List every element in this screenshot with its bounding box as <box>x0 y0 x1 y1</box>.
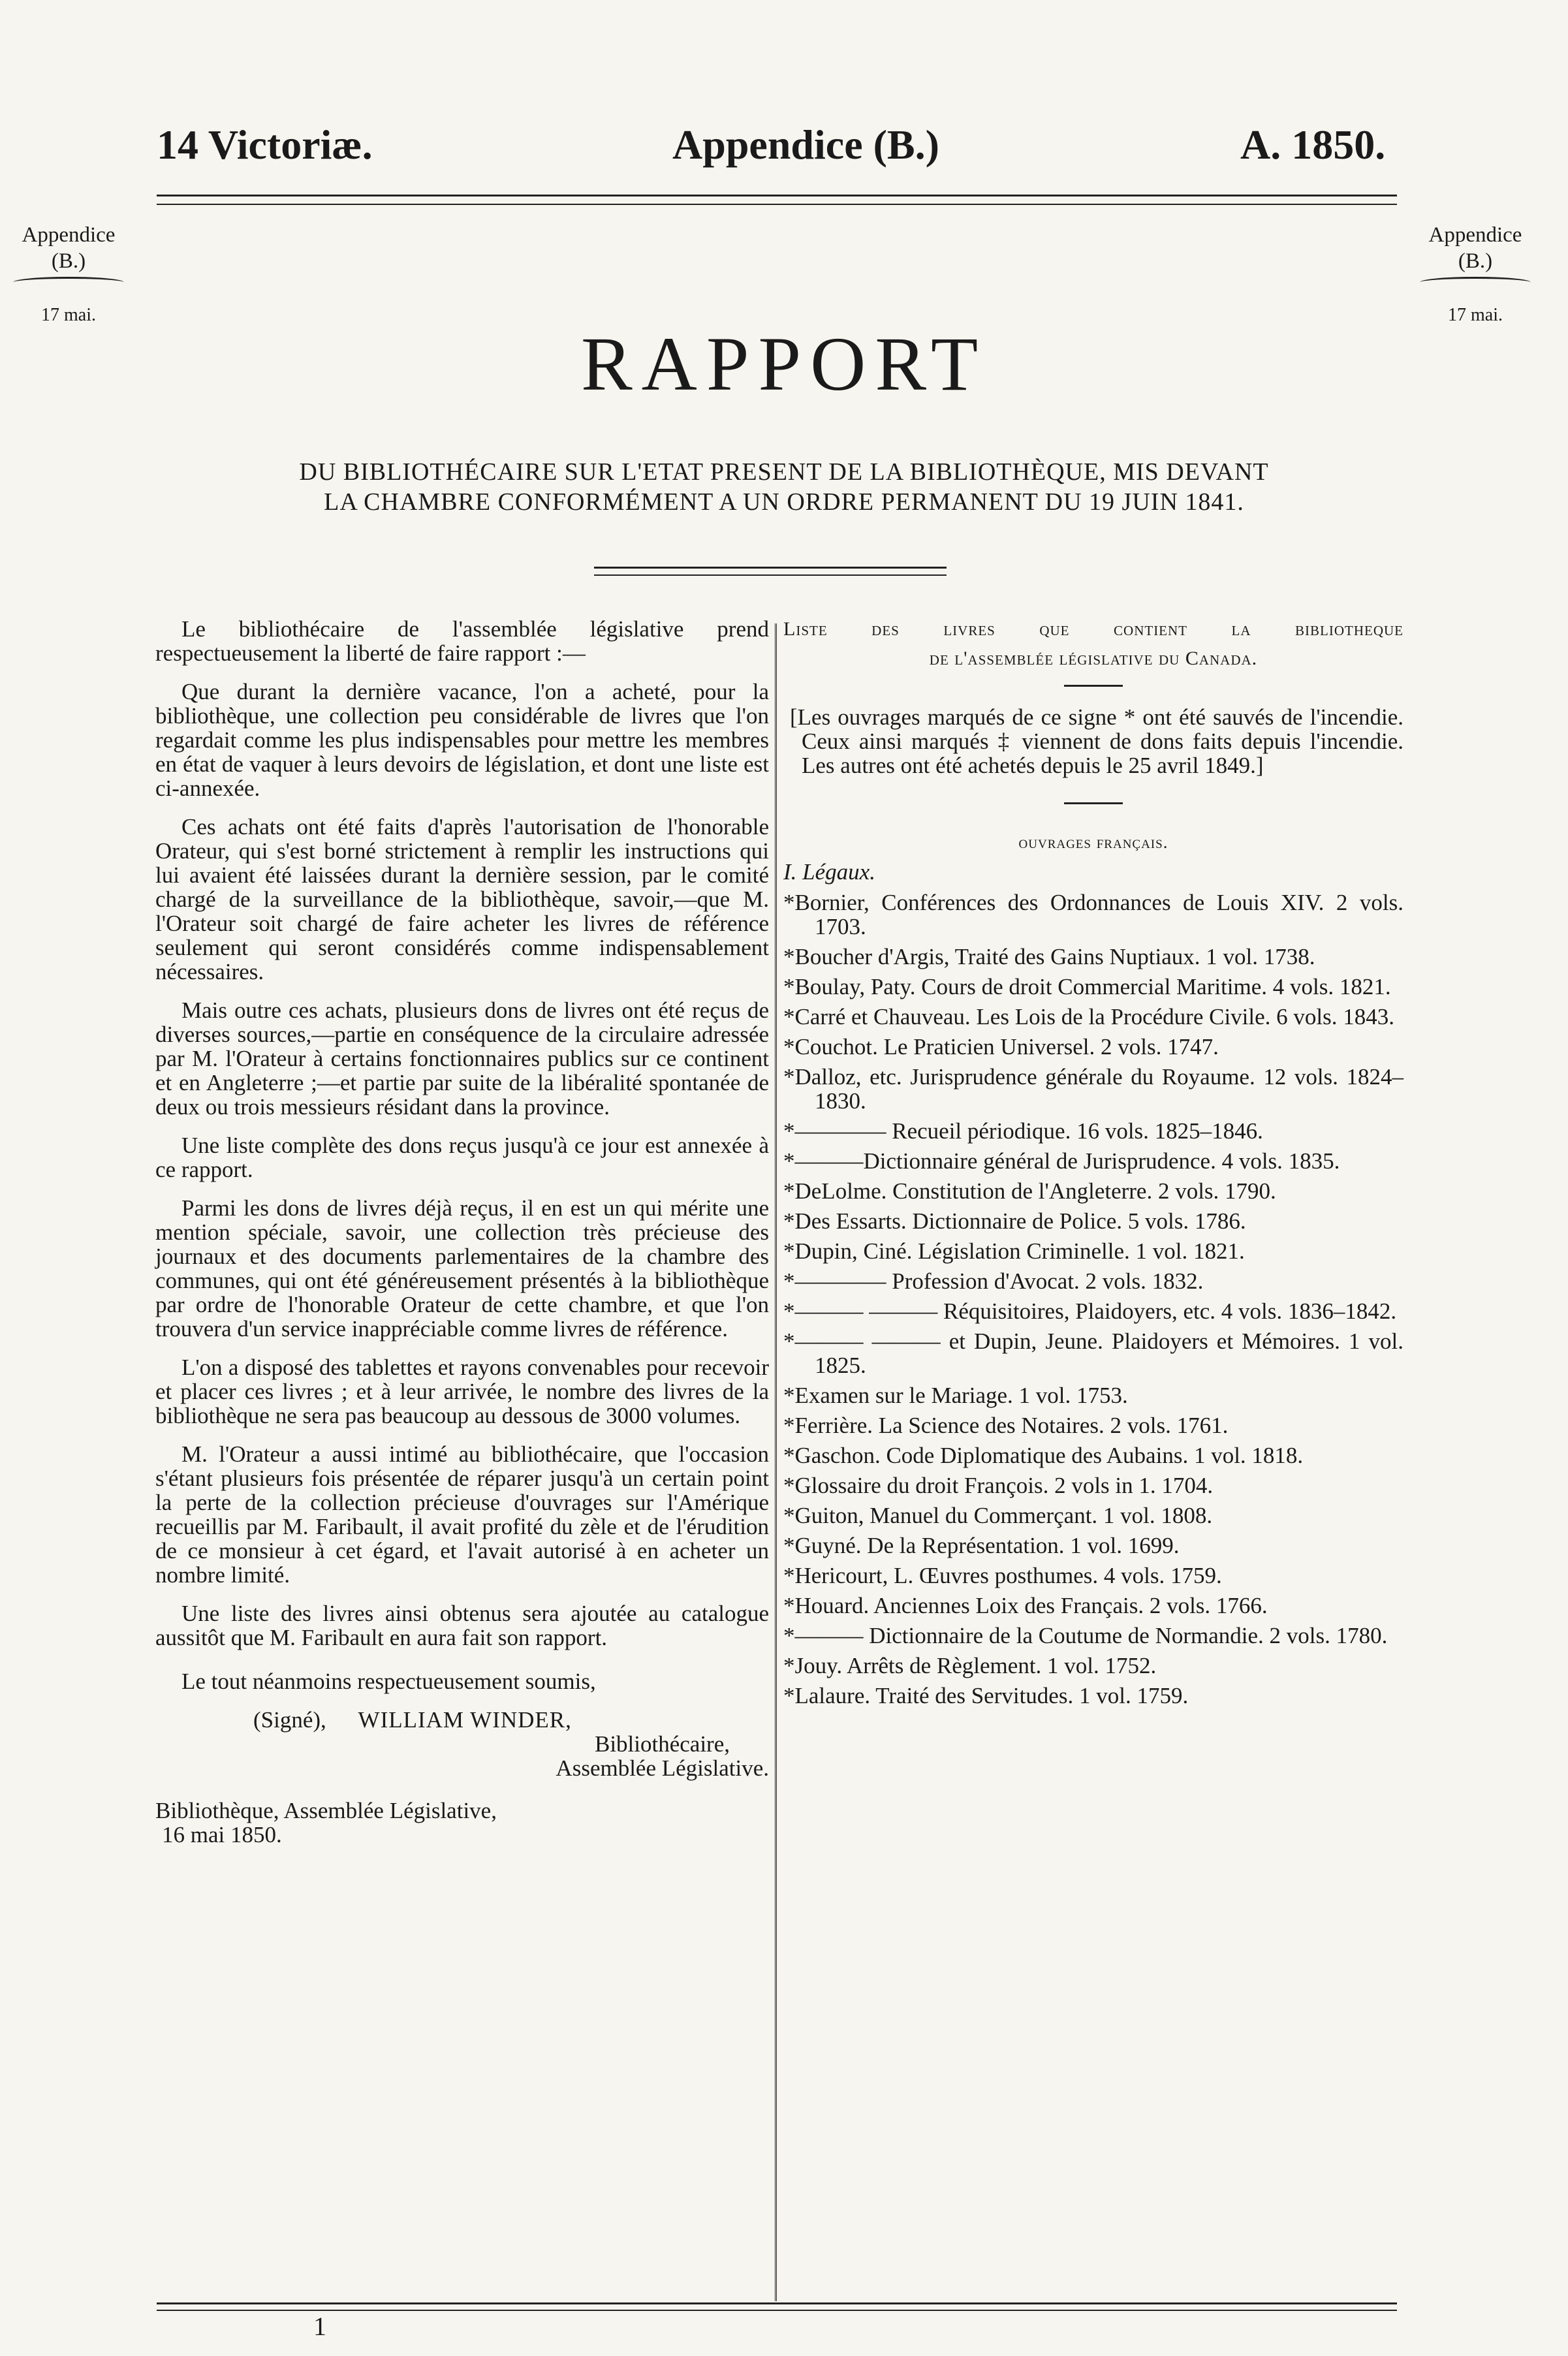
book-entry: *———— Recueil périodique. 16 vols. 1825–1846. <box>783 1118 1263 1144</box>
header-center: Appendice (B.) <box>672 121 939 168</box>
signer-title1: Bibliothécaire, <box>594 1731 730 1757</box>
book-entry: *Des Essarts. Dictionnaire de Police. 5 vols. 1786. <box>783 1208 1246 1234</box>
margin-note-right-line1: Appendice <box>1428 223 1522 247</box>
margin-note-left-line2: (B.) <box>51 249 86 273</box>
section-heading: ouvrages français. <box>1018 832 1168 852</box>
closing-line: Le tout néanmoins respectueusement soumis, <box>181 1669 596 1694</box>
margin-note-left-line1: Appendice <box>22 223 116 247</box>
book-entry: *Jouy. Arrêts de Règlement. 1 vol. 1752. <box>783 1653 1157 1678</box>
book-entry: *Dupin, Ciné. Législation Criminelle. 1 vol. 1821. <box>783 1238 1245 1264</box>
signature-block <box>155 1708 769 1780</box>
subsection-heading: I. Légaux. <box>783 859 875 885</box>
book-entry: *Bornier, Conférences des Ordonnances de Louis XIV. 2 vols. 1703. <box>783 890 1403 939</box>
column-divider <box>775 623 779 2301</box>
book-entry: *Examen sur le Mariage. 1 vol. 1753. <box>783 1383 1128 1408</box>
report-paragraph: Une liste complète des dons reçus jusqu'à ce jour est annexée à ce rapport. <box>155 1133 769 1182</box>
book-entry: *——— ——— Réquisitoires, Plaidoyers, etc. 4 vols. 1836–1842. <box>783 1298 1397 1324</box>
list-title-line2: de l'assemblée législative du Canada. <box>929 648 1258 669</box>
book-entry: *——— ——— et Dupin, Jeune. Plaidoyers et Mémoires. 1 vol. 1825. <box>783 1328 1403 1378</box>
book-entry: *Couchot. Le Praticien Universel. 2 vols. 1747. <box>783 1034 1219 1060</box>
book-entry: *Boulay, Paty. Cours de droit Commercial Maritime. 4 vols. 1821. <box>783 974 1391 999</box>
header-left: 14 Victoriæ. <box>157 121 373 168</box>
list-title-line1: Liste des livres que contient la bibliotheque <box>783 618 1403 640</box>
margin-note-left-date: 17 mai. <box>41 305 96 325</box>
book-entry: *Houard. Anciennes Loix des Français. 2 vols. 1766. <box>783 1593 1268 1618</box>
report-paragraph: Le bibliothécaire de l'assemblée législative prend respectueusement la liberté de faire rapport :— <box>155 616 769 666</box>
report-paragraph: Ces achats ont été faits d'après l'autorisation de l'honorable Orateur, qui s'est borné strictement à remplir les instructions qui lui avaient été laissées durant la dernière session, par le comité chargé de la surveillance de la bibliothèque, savoir,—que M. l'Orateur soit chargé de faire acheter les livres de référence seulement qui seront considérés comme indispensablement nécessaires. <box>155 814 769 984</box>
date-line: 16 mai 1850. <box>162 1822 282 1847</box>
book-entry: *Guiton, Manuel du Commerçant. 1 vol. 1808. <box>783 1503 1213 1528</box>
signer-title2: Assemblée Législative. <box>556 1755 769 1781</box>
book-entry: *Gaschon. Code Diplomatique des Aubains. 1 vol. 1818. <box>783 1443 1304 1468</box>
report-paragraph: L'on a disposé des tablettes et rayons convenables pour recevoir et placer ces livres ; et à leur arrivée, le nombre des livres de la bibliothèque ne sera pas beaucoup au dessous de 3000 volumes. <box>155 1355 769 1428</box>
report-paragraph: Parmi les dons de livres déjà reçus, il en est un qui mérite une mention spéciale, savoir, une collection très précieuse des journaux et des documents parlementaires de la chambre des communes, qui ont été généreusement présentés à la bibliothèque par ordre de l'honorable Orateur de cette chambre, et que l'on trouvera d'un service inappréciable comme livres de référence. <box>155 1195 769 1342</box>
book-entry: *Lalaure. Traité des Servitudes. 1 vol. 1759. <box>783 1683 1189 1708</box>
separator-dash <box>1064 685 1123 687</box>
book-entry: *Ferrière. La Science des Notaires. 2 vols. 1761. <box>783 1413 1229 1438</box>
place-line: Bibliothèque, Assemblée Législative, <box>155 1798 497 1823</box>
header-rule-top <box>157 195 1397 196</box>
right-column <box>783 617 1403 1714</box>
book-entry: *Glossaire du droit François. 2 vols in 1. 1704. <box>783 1473 1214 1498</box>
book-entry: *Guyné. De la Représentation. 1 vol. 1699. <box>783 1533 1180 1558</box>
left-column <box>155 617 769 1847</box>
book-entry: *Carré et Chauveau. Les Lois de la Procédure Civile. 6 vols. 1843. <box>783 1004 1395 1029</box>
book-entry: *Boucher d'Argis, Traité des Gains Nuptiaux. 1 vol. 1738. <box>783 944 1315 969</box>
list-note: [Les ouvrages marqués de ce signe * ont été sauvés de l'incendie. Ceux ainsi marqués ‡ viennent de dons faits depuis l'incendie. Les autres ont été achetés depuis le 25 avril 1849.] <box>790 704 1403 778</box>
report-subtitle <box>131 457 1437 517</box>
footer-rule-top <box>157 2302 1397 2304</box>
title-rule-top <box>594 567 947 569</box>
header-rule-bottom <box>157 204 1397 205</box>
footer-rule-bottom <box>157 2310 1397 2311</box>
report-paragraph: Mais outre ces achats, plusieurs dons de livres ont été reçus de diverses sources,—partie en conséquence de la circulaire adressée par M. l'Orateur à certains fonctionnaires publics sur ce continent et en Angleterre ;—et partie par suite de la libéralité spontanée de deux ou trois messieurs résidant dans la province. <box>155 997 769 1120</box>
signer-name: WILLIAM WINDER, <box>358 1707 572 1733</box>
report-paragraph: M. l'Orateur a aussi intimé au bibliothécaire, que l'occasion s'étant plusieurs fois présentée de réparer jusqu'à un certain point la perte de la collection précieuse d'ouvrages sur l'Amérique recueillis par M. Faribault, il avait profité du zèle et de l'érudition de ce monsieur à cet égard, et l'avait autorisé à en acheter un nombre limité. <box>155 1441 769 1588</box>
header-right: A. 1850. <box>1240 121 1386 168</box>
margin-brace-right <box>1420 277 1531 288</box>
book-entry: *———Dictionnaire général de Jurisprudence. 4 vols. 1835. <box>783 1148 1340 1174</box>
subtitle-line1: DU BIBLIOTHÉCAIRE SUR L'ETAT PRESENT DE LA BIBLIOTHÈQUE, MIS DEVANT <box>299 458 1269 486</box>
margin-note-right <box>1413 222 1537 328</box>
subtitle-line2: LA CHAMBRE CONFORMÉMENT A UN ORDRE PERMANENT DU 19 JUIN 1841. <box>324 488 1244 516</box>
margin-note-right-line2: (B.) <box>1458 249 1493 273</box>
book-entry: *Hericourt, L. Œuvres posthumes. 4 vols. 1759. <box>783 1563 1222 1588</box>
book-entry: *——— Dictionnaire de la Coutume de Normandie. 2 vols. 1780. <box>783 1623 1388 1648</box>
book-entry: *DeLolme. Constitution de l'Angleterre. 2 vols. 1790. <box>783 1178 1276 1204</box>
report-title: RAPPORT <box>580 321 988 407</box>
book-entry: *———— Profession d'Avocat. 2 vols. 1832. <box>783 1268 1204 1294</box>
report-paragraph: Que durant la dernière vacance, l'on a acheté, pour la bibliothèque, une collection peu considérable de livres que l'on regardait comme les plus indispensables pour mettre les membres en état de vaquer à leurs devoirs de législation, et dont une liste est ci-annexée. <box>155 679 769 801</box>
margin-brace-left <box>13 277 124 288</box>
page-number: 1 <box>313 2312 326 2341</box>
report-paragraph: Une liste des livres ainsi obtenus sera ajoutée au catalogue aussitôt que M. Faribault en aura fait son rapport. <box>155 1601 769 1650</box>
margin-note-left <box>7 222 131 328</box>
margin-note-right-date: 17 mai. <box>1448 305 1503 325</box>
separator-dash <box>1064 802 1123 804</box>
signed-label: (Signé), <box>253 1707 326 1733</box>
title-rule-bottom <box>594 574 947 576</box>
book-entry: *Dalloz, etc. Jurisprudence générale du Royaume. 12 vols. 1824–1830. <box>783 1064 1403 1114</box>
book-list <box>783 890 1403 1708</box>
